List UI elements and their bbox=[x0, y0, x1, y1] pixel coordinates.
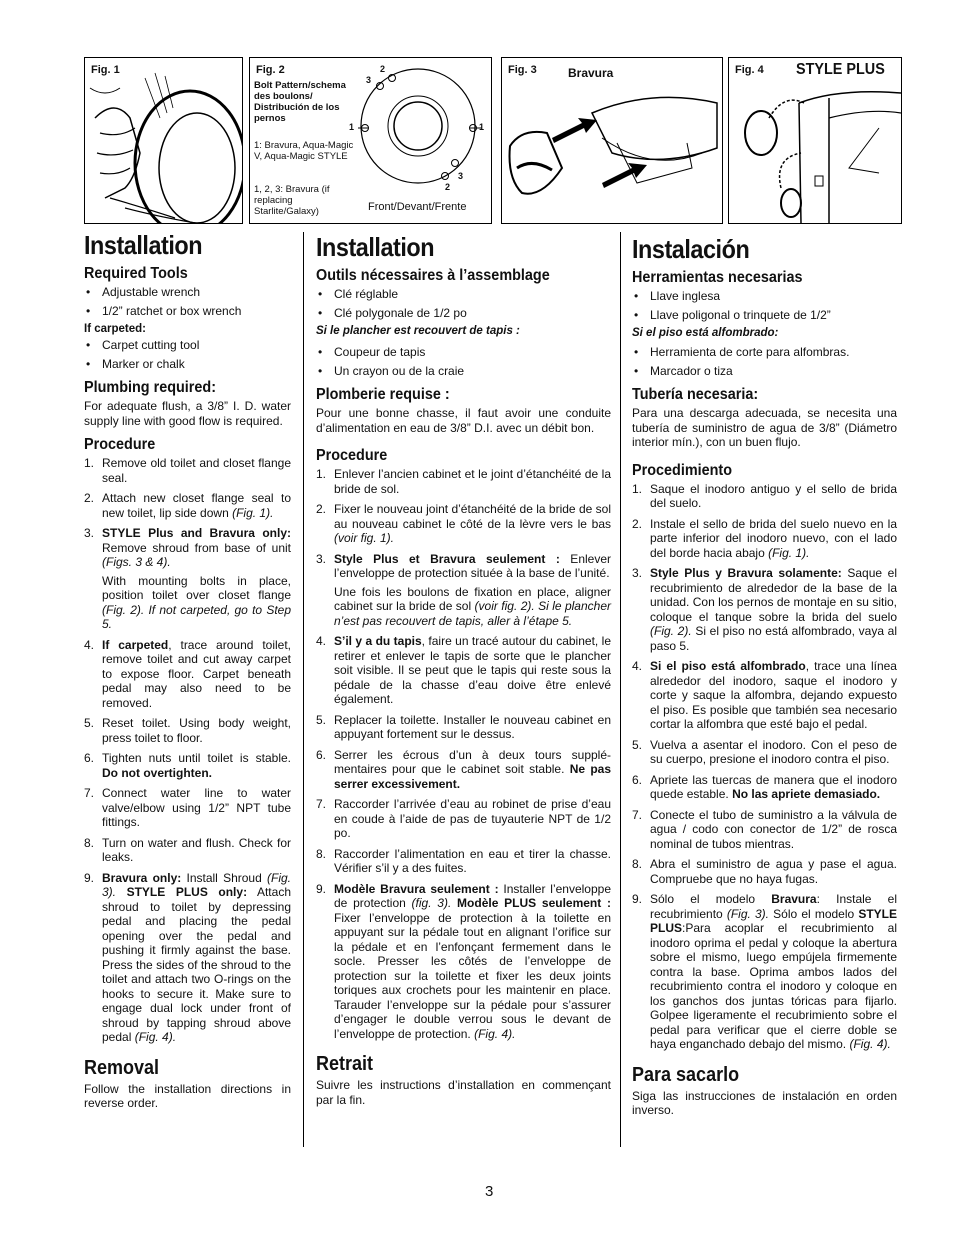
english-column bbox=[84, 230, 291, 1111]
list-item: 9. Modèle Bravura seulement : Installer l’enveloppe de protection (fig. 3). Modèle PLUS seulement : Fixer l’enveloppe de protection à la toilette en appuyant sur la pédale tout en alignant l’orifice sur la pédale et en l’enfonçant fermement dans le socle. Presser les côtés de l’enveloppe de protection sur la toilette et fixer les deux joints toriques aux crochets pour les maintenir en place. Tarauder l’enveloppe sur la pédale pour s’assurer d’engager le double verrou sous le devant de l’enveloppe de protection. (Fig. 4). bbox=[316, 881, 612, 1041]
french-plumbing-text: Pour une bonne chasse, il faut avoir une conduite d’alimentation en eau de 3/8” D.I. avec un débit bon. bbox=[316, 406, 611, 435]
figure-4-model: STYLE PLUS bbox=[796, 61, 885, 78]
column-divider-1 bbox=[303, 232, 304, 1147]
spanish-tools-list bbox=[632, 289, 897, 322]
list-item: 9. Sólo el modelo Bravura: Instale el recubrimiento (Fig. 3). Sólo el modelo STYLE PLUS:Para acoplar el recubrimiento al inodoro oprima el pedal y coloque la abertura sobre el mismo, luego empújela firmemente contra la base. Oprima ambos lados del recubrimiento contra el inodoro y coloque en los ganchos dos juntas tóricas para fijarlo. Golpee ligeramente el recubrimiento sobre el pedal para verificar que el cierre doble se haya enganchado debajo del mismo. (Fig. 4). bbox=[632, 892, 897, 1051]
english-title: Installation bbox=[84, 230, 203, 260]
bolt-number-3-bottom: 3 bbox=[458, 171, 464, 181]
spanish-procedure-heading: Procedimiento bbox=[632, 461, 733, 479]
bolt-number-1-right: 1 bbox=[479, 122, 485, 132]
list-item: 3. Style Plus y Bravura solamente: Saque el recubrimiento de alrededor de la base de la unidad. Con los pernos de montaje en su sitio, coloque el tanque sobre la brida del suelo (Fig. 2). Si el piso no está alfombrado, vaya al paso 5. bbox=[632, 566, 898, 653]
figure-2-note-1: 1: Bravura, Aqua-Magic V, Aqua-Magic STYLE bbox=[254, 140, 354, 162]
figure-2 bbox=[249, 57, 492, 224]
list-item: 4. S’il y a du tapis, faire un tracé autour du cabinet, le retirer et enlever le tapis de sorte que le plancher soit visible. Il se peut que le tapis qui reste sous la pédale de la chasse d’eau doive être enlevé également. bbox=[316, 634, 611, 706]
list-item: 7. Raccorder l’arrivée d’eau au robinet de prise d’eau en coude à l’aide de pas de tuyauterie NPT de 1/2 po. bbox=[316, 797, 611, 840]
english-carpet-list bbox=[84, 338, 291, 371]
list-item: 8. Raccorder l’alimentation en eau et tirer la chasse. Vérifier s’il y a des fuites. bbox=[316, 846, 611, 875]
bravura-shroud-illustration bbox=[502, 58, 722, 223]
list-item: 4. If carpeted, trace around toilet, remove toilet and cut away carpet to expose floor. Carpet beneath pedal may also need to be removed. bbox=[84, 637, 291, 710]
list-item: 7. Connect water line to water valve/elbow using 1/2” NPT tube fittings. bbox=[84, 786, 291, 829]
bolt-number-3-top: 3 bbox=[366, 75, 372, 85]
list-item: 2. Instale el sello de brida del suelo nuevo en la parte inferior del inodoro nuevo, con el lado del borde hacia abajo (Fig. 1). bbox=[632, 516, 897, 560]
list-item: 6. Tighten nuts until toilet is stable. Do not overtighten. bbox=[84, 751, 291, 780]
toilet-flange-illustration bbox=[85, 58, 242, 223]
figure-3-label: Fig. 3 bbox=[508, 64, 537, 76]
figure-2-label: Fig. 2 bbox=[256, 64, 285, 76]
french-removal-heading: Retrait bbox=[316, 1053, 374, 1075]
list-item: 5. Vuelva a asentar el inodoro. Con el peso de su cuerpo, presione el inodoro contra el piso. bbox=[632, 737, 897, 766]
french-column bbox=[316, 232, 611, 1107]
column-divider-2 bbox=[620, 232, 621, 1147]
english-plumbing-text: For adequate flush, a 3/8” I. D. water supply line with good flow is required. bbox=[84, 399, 291, 428]
french-carpet-heading: Si le plancher est recouvert de tapis : bbox=[316, 325, 520, 337]
english-tools-heading: Required Tools bbox=[84, 265, 188, 282]
list-item: 5. Reset toilet. Using body weight, press toilet to floor. bbox=[84, 716, 291, 745]
bolt-number-2-bottom: 2 bbox=[445, 182, 451, 192]
front-label: Front/Devant/Frente bbox=[368, 201, 467, 213]
list-item: • Llave inglesa bbox=[632, 289, 897, 303]
spanish-removal-heading: Para sacarlo bbox=[632, 1063, 740, 1086]
list-item: 3. Style Plus et Bravura seulement : Enlever l’enveloppe de protection située à la base de l’unité. bbox=[316, 551, 611, 580]
french-carpet-list bbox=[316, 345, 611, 378]
english-carpet-heading: If carpeted: bbox=[84, 323, 146, 335]
french-tools-list bbox=[316, 287, 611, 320]
list-item: 5. Replacer la toilette. Installer le nouveau cabinet en appuyant fortement sur le dessus. bbox=[316, 712, 611, 741]
list-item: 4. Si el piso está alfombrado, trace una línea alrededor del inodoro, saque el inodoro y corte y saque la alfombra, dejando expuesto el piso. Es posible que también sea necesario cortar la alfombra que esté bajo el pedal. bbox=[632, 659, 897, 731]
list-item: • Clé polygonale de 1/2 po bbox=[316, 306, 611, 320]
spanish-carpet-list bbox=[632, 345, 897, 378]
figure-4-label: Fig. 4 bbox=[735, 64, 764, 76]
list-item: • Un crayon ou de la craie bbox=[316, 364, 611, 378]
list-item: 8. Abra el suministro de agua y pase el agua. Compruebe que no haya fugas. bbox=[632, 857, 897, 886]
list-item: • Clé réglable bbox=[316, 287, 611, 301]
list-item-continuation: Une fois les boulons de fixation en place, aligner cabinet sur la bride de sol (voir fig. 2). Si le plancher n’est pas recouvert de tapis, aller à l’étape 5. bbox=[334, 584, 611, 628]
figure-3 bbox=[501, 57, 723, 224]
figure-2-title: Bolt Pattern/schema des boulons/ Distribución de los pernos bbox=[254, 80, 346, 124]
list-item: 1. Saque el inodoro antiguo y el sello de brida del suelo. bbox=[632, 481, 897, 510]
english-tools-list bbox=[84, 285, 291, 318]
page-number: 3 bbox=[485, 1183, 494, 1200]
list-item: 1. Enlever l’ancien cabinet et le joint d’étanchéité de la bride de sol. bbox=[316, 467, 611, 496]
french-title: Installation bbox=[316, 232, 435, 262]
spanish-procedure-list bbox=[632, 482, 897, 1052]
list-item: • Adjustable wrench bbox=[84, 285, 291, 299]
spanish-removal-text: Siga las instrucciones de instalación en orden inverso. bbox=[632, 1088, 897, 1117]
list-item: 2. Fixer le nouveau joint d’étanchéité de la bride de sol au nouveau cabinet le côté de la lèvre vers le bas (voir fig. 1). bbox=[316, 502, 611, 545]
list-item: 8. Turn on water and flush. Check for leaks. bbox=[84, 835, 291, 864]
figure-2-note-2: 1, 2, 3: Bravura (if replacing Starlite/Galaxy) bbox=[254, 184, 330, 217]
list-item: • Llave poligonal o trinquete de 1/2” bbox=[632, 308, 897, 322]
spanish-title: Instalación bbox=[632, 234, 750, 264]
list-item: • Herramienta de corte para alfombras. bbox=[632, 345, 897, 359]
spanish-carpet-heading: Si el piso está alfombrado: bbox=[632, 327, 779, 339]
list-item: 2. Attach new closet flange seal to new toilet, lip side down (Fig. 1). bbox=[84, 491, 291, 520]
list-item: • Marker or chalk bbox=[84, 357, 291, 371]
bolt-number-1-left: 1 bbox=[349, 122, 355, 132]
spanish-tools-heading: Herramientas necesarias bbox=[632, 269, 803, 286]
list-item: • Coupeur de tapis bbox=[316, 345, 611, 359]
list-item: • 1/2” ratchet or box wrench bbox=[84, 304, 291, 318]
french-procedure-heading: Procedure bbox=[316, 447, 388, 464]
list-item: • Carpet cutting tool bbox=[84, 338, 291, 352]
french-plumbing-heading: Plomberie requise : bbox=[316, 386, 450, 403]
list-item: 3. STYLE Plus and Bravura only: Remove shroud from base of unit (Figs. 3 & 4). bbox=[84, 526, 291, 569]
english-plumbing-heading: Plumbing required: bbox=[84, 379, 217, 396]
english-removal-heading: Removal bbox=[84, 1056, 160, 1079]
english-procedure-list bbox=[84, 456, 291, 1045]
list-item: • Marcador o tiza bbox=[632, 364, 897, 378]
list-item: 1. Remove old toilet and closet flange seal. bbox=[84, 456, 291, 485]
spanish-plumbing-heading: Tubería necesaria: bbox=[632, 386, 759, 403]
style-plus-shroud-illustration bbox=[729, 58, 901, 223]
english-procedure-heading: Procedure bbox=[84, 436, 156, 453]
french-removal-text: Suivre les instructions d’installation en commençant par la fin. bbox=[316, 1078, 611, 1107]
figure-3-model: Bravura bbox=[568, 66, 614, 80]
list-item-continuation: With mounting bolts in place, position toilet over closet flange (Fig. 2). If not carpeted, go to Step 5. bbox=[102, 573, 291, 631]
figure-1 bbox=[84, 57, 243, 224]
figure-1-label: Fig. 1 bbox=[91, 64, 120, 76]
list-item: 6. Serrer les écrous d’un à deux tours supplé-mentaires pour que le cabinet soit stable. Ne pas serrer excessivement. bbox=[316, 747, 611, 791]
english-removal-text: Follow the installation directions in reverse order. bbox=[84, 1081, 291, 1110]
french-tools-heading: Outils nécessaires à l’assemblage bbox=[316, 267, 550, 284]
figure-4 bbox=[728, 57, 902, 224]
list-item: 9. Bravura only: Install Shroud (Fig. 3). STYLE PLUS only: Attach shroud to toilet by depressing pedal and placing the pedal opening over the pedal and pushing it firmly against the base. Press the sides of the shroud to the toilet and attach two O-rings on the hooks to secure it. Make sure to engage dual lock under front of shroud by tapping shroud above pedal (Fig. 4). bbox=[84, 870, 292, 1044]
list-item: 7. Conecte el tubo de suministro a la válvula de agua / codo con conector de 1/2” de rosca nominal de tubos mientras. bbox=[632, 807, 897, 851]
bolt-number-2-top: 2 bbox=[380, 64, 386, 74]
spanish-plumbing-text: Para una descarga adecuada, se necesita una tubería de suministro de agua de 3/8” (Diámetro interior mín.), con un buen flujo. bbox=[632, 406, 897, 449]
list-item: 6. Apriete las tuercas de manera que el inodoro quede estable. No las apriete demasiado. bbox=[632, 772, 897, 801]
spanish-column bbox=[632, 234, 897, 1118]
french-procedure-list bbox=[316, 467, 611, 1041]
